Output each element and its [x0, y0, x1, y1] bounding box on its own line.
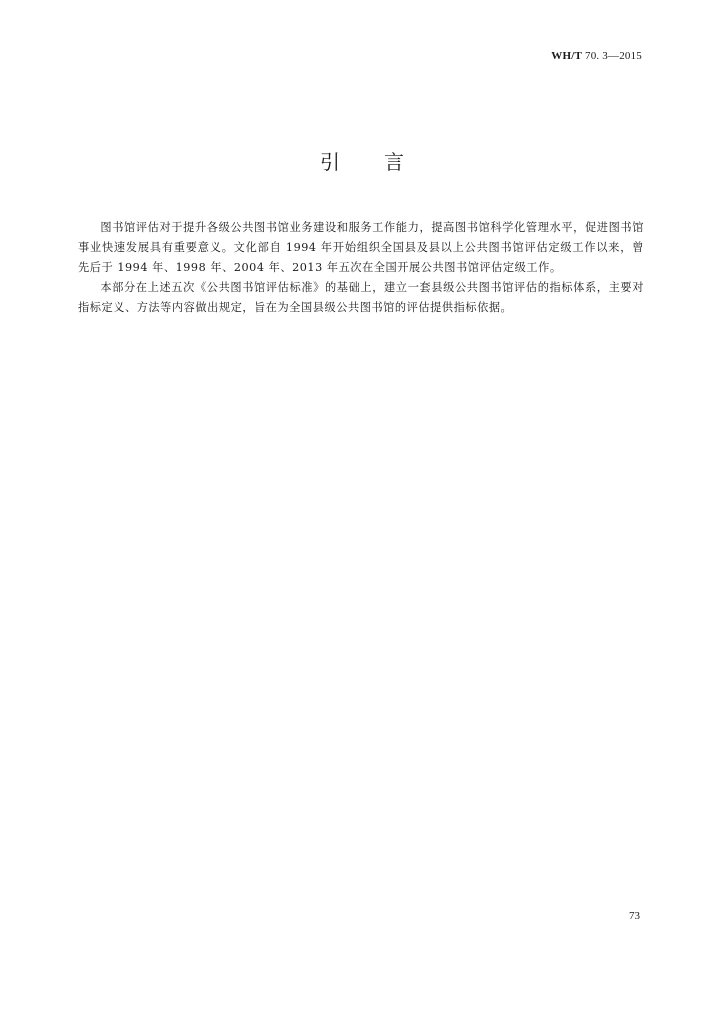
page-header — [551, 50, 642, 62]
page-number: 73 — [629, 910, 640, 922]
introduction-body — [78, 218, 644, 318]
title-char-2: 言 — [384, 150, 404, 174]
paragraph-2: 本部分在上述五次《公共图书馆评估标准》的基础上，建立一套县级公共图书馆评估的指标体系，主要对指标定义、方法等内容做出规定，旨在为全国县级公共图书馆的评估提供指标依据。 — [78, 281, 644, 314]
standard-number: 70. 3—2015 — [585, 50, 642, 62]
standard-code: WH/T — [551, 50, 583, 62]
page-title — [0, 146, 724, 175]
paragraph-1: 图书馆评估对于提升各级公共图书馆业务建设和服务工作能力，提高图书馆科学化管理水平，促进图书馆事业快速发展具有重要意义。文化部自 1994 年开始组织全国县及县以上公共图书馆评估定级工作以来，曾先后于 1994 年、1998 年、2004 年、2013 年五次在全国开展公共图书馆评估定级工作。 — [78, 221, 644, 274]
title-char-1: 引 — [320, 150, 340, 174]
